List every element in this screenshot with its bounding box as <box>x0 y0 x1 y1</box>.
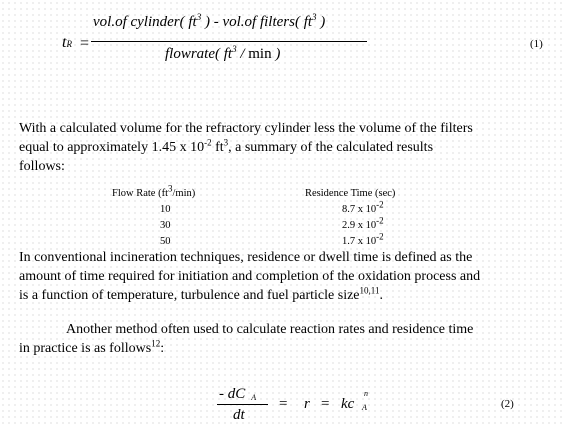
para2-line1: In conventional incineration techniques, residence or dwell time is defined as the <box>19 250 473 265</box>
para3-line2 <box>19 339 164 358</box>
table-header-flow <box>112 183 196 200</box>
eq1-den-slash: / <box>236 46 249 62</box>
table-header-time: Residence Time (sec) <box>305 188 396 199</box>
table-header-flow-post: /min) <box>172 188 196 199</box>
eq2-num: - dC <box>219 386 246 402</box>
eq2-equals-2: = <box>321 396 330 412</box>
para3-line1: Another method often used to calculate reaction rates and residence time <box>66 322 474 337</box>
eq1-number: (1) <box>530 38 543 50</box>
table-cell-time-exp: -2 <box>376 199 384 210</box>
table-cell-time-value: 1.7 x 10 <box>342 236 377 247</box>
eq1-t: t <box>62 34 67 51</box>
eq1-sub-r: R <box>66 39 72 49</box>
eq1-den-a: flowrate( ft <box>165 46 233 62</box>
eq2-exponent-n: n <box>364 389 368 398</box>
eq2-num-sub: A <box>251 393 257 402</box>
para2-line3 <box>19 286 383 305</box>
table-cell-time-exp: -2 <box>376 231 384 242</box>
table-cell-flow: 50 <box>160 236 171 247</box>
para1-line2 <box>19 138 433 157</box>
eq2-subscript-a: A <box>362 403 367 412</box>
para2-line3-citation: 10,11 <box>359 285 380 296</box>
para2-line3-pre: is a function of temperature, turbulence and fuel particle size <box>19 288 360 303</box>
table-cell-time-exp: -2 <box>376 215 384 226</box>
table-cell-flow: 30 <box>160 220 171 231</box>
eq1-num-a-close: ) <box>201 14 210 30</box>
table-cell-flow: 10 <box>160 204 171 215</box>
para3-line2-post: : <box>160 341 165 356</box>
eq2-kc: kc <box>341 396 355 412</box>
table-header-flow-pre: Flow Rate (ft <box>112 188 168 199</box>
para1-line2-unit: ft <box>211 140 224 155</box>
table-cell-time-value: 2.9 x 10 <box>342 220 377 231</box>
para1-line2-exp: -2 <box>204 137 212 148</box>
para3-line2-pre: in practice is as follows <box>19 341 152 356</box>
eq1-num-b: vol.of filters( ft <box>222 14 313 30</box>
eq1-denominator <box>165 46 280 63</box>
para1-line2-pre: equal to approximately 1.45 x 10 <box>19 140 205 155</box>
para1-line2-unit-exp: 3 <box>223 137 229 148</box>
eq2-fraction-line <box>217 404 268 405</box>
table-cell-time <box>342 215 384 232</box>
eq1-fraction-line <box>91 41 367 42</box>
eq2-equals-1: = <box>279 396 288 412</box>
eq1-lhs <box>62 34 72 52</box>
para1-line2-post: , a summary of the calculated results <box>228 140 434 155</box>
para3-line2-citation: 12 <box>151 338 161 349</box>
eq1-num-a-sup: 3 <box>196 12 202 22</box>
table-cell-time-value: 8.7 x 10 <box>342 204 377 215</box>
eq1-num-b-close: ) <box>316 14 326 30</box>
table-cell-time <box>342 199 384 216</box>
eq1-den-close: ) <box>271 46 281 62</box>
table-header-flow-sup: 3 <box>168 183 173 194</box>
para1-line1: With a calculated volume for the refractory cylinder less the volume of the filters <box>19 121 473 136</box>
eq1-num-b-sup: 3 <box>312 12 317 22</box>
eq1-numerator <box>93 14 325 31</box>
eq1-den-min: min <box>248 46 272 62</box>
eq1-minus: - <box>209 14 223 30</box>
para1-line3: follows: <box>19 159 65 174</box>
table-cell-time <box>342 231 384 248</box>
eq2-denominator: dt <box>233 407 245 423</box>
eq1-equals: = <box>80 35 90 52</box>
para2-line2: amount of time required for initiation and completion of the oxidation process and <box>19 269 481 284</box>
eq2-numerator <box>219 386 256 403</box>
eq1-num-a: vol.of cylinder( ft <box>93 14 197 30</box>
eq1-den-sup: 3 <box>232 44 237 54</box>
eq2-rate-r: r <box>304 396 310 412</box>
eq2-number: (2) <box>501 398 514 410</box>
para2-line3-post: . <box>379 288 383 303</box>
